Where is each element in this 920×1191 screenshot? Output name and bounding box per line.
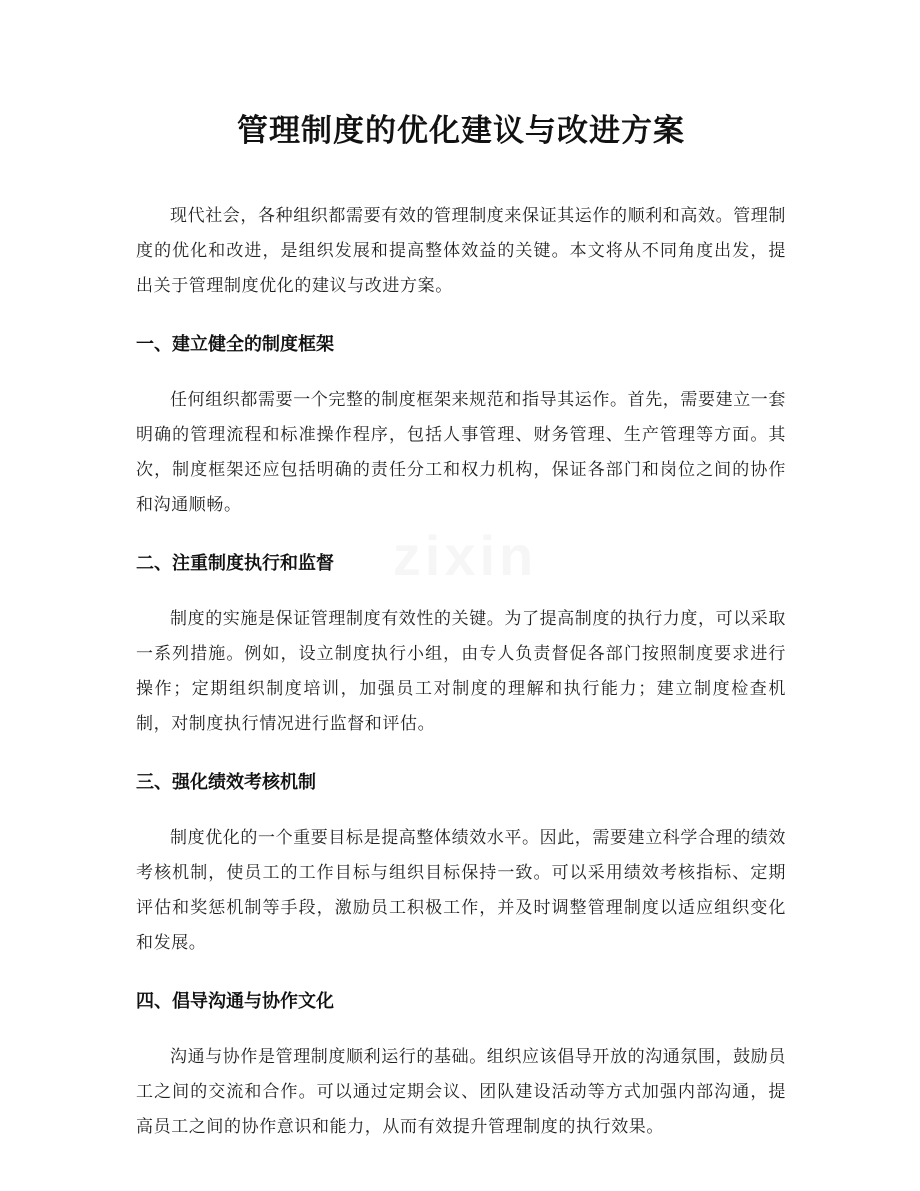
section-heading-1: 一、建立健全的制度框架 (136, 334, 334, 355)
section-body-1: 任何组织都需要一个完整的制度框架来规范和指导其运作。首先，需要建立一套明确的管理流程和标准操作程序，包括人事管理、财务管理、生产管理等方面。其次，制度框架还应包括明确的责任分工和权力机构，保证各部门和岗位之间的协作和沟通顺畅。 (136, 390, 786, 515)
intro-paragraph: 现代社会，各种组织都需要有效的管理制度来保证其运作的顺利和高效。管理制度的优化和改进，是组织发展和提高整体效益的关键。本文将从不同角度出发，提出关于管理制度优化的建议与改进方案。 (136, 206, 786, 296)
document-title: 管理制度的优化建议与改进方案 (237, 113, 685, 149)
section-body-2: 制度的实施是保证管理制度有效性的关键。为了提高制度的执行力度，可以采取一系列措施。例如，设立制度执行小组，由专人负责督促各部门按照制度要求进行操作；定期组织制度培训，加强员工对制度的理解和执行能力；建立制度检查机制，对制度执行情况进行监督和评估。 (136, 609, 786, 734)
section-body-3: 制度优化的一个重要目标是提高整体绩效水平。因此，需要建立科学合理的绩效考核机制，使员工的工作目标与组织目标保持一致。可以采用绩效考核指标、定期评估和奖惩机制等手段，激励员工积极工作，并及时调整管理制度以适应组织变化和发展。 (136, 828, 786, 953)
section-heading-3: 三、强化绩效考核机制 (136, 772, 316, 793)
section-body-4: 沟通与协作是管理制度顺利运行的基础。组织应该倡导开放的沟通氛围，鼓励员工之间的交流和合作。可以通过定期会议、团队建设活动等方式加强内部沟通，提高员工之间的协作意识和能力，从而有效提升管理制度的执行效果。 (136, 1047, 786, 1137)
section-heading-2: 二、注重制度执行和监督 (136, 553, 334, 574)
section-heading-4: 四、倡导沟通与协作文化 (136, 991, 334, 1012)
